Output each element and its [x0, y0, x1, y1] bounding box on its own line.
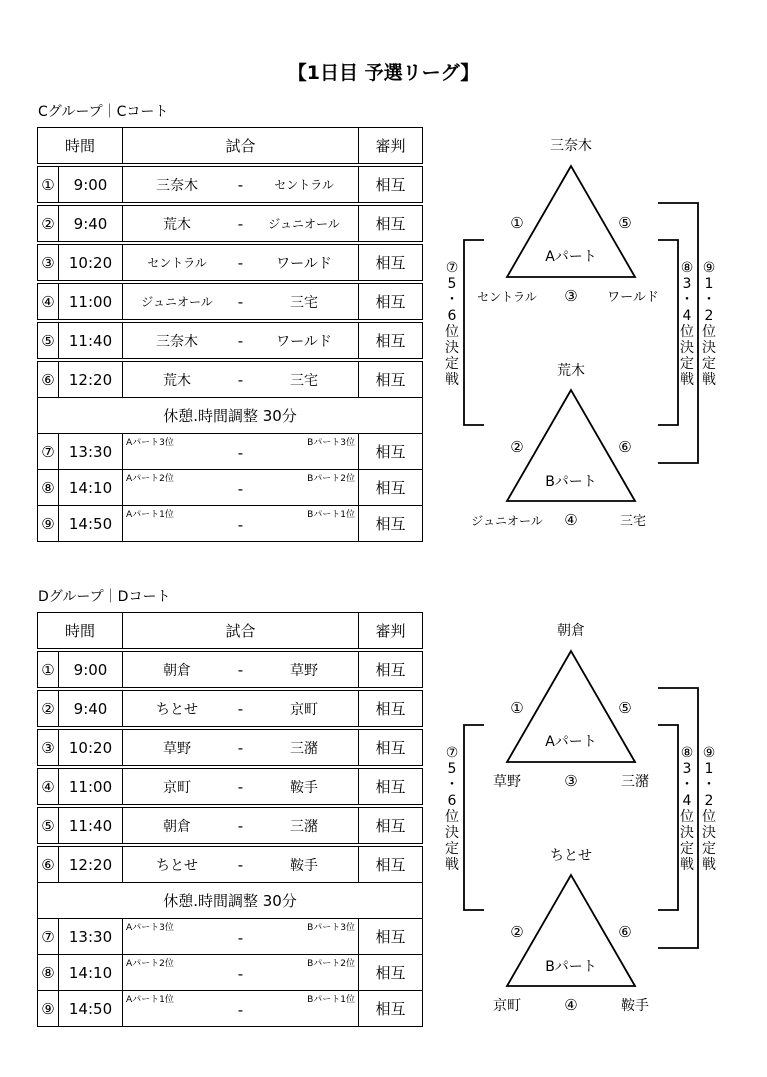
match-time: 9:00: [59, 652, 123, 688]
bracket-label-char: 2: [704, 308, 714, 324]
match-time: 9:00: [59, 167, 123, 203]
bracket-label-char: ⑦: [445, 260, 459, 276]
referee: 相互: [359, 284, 423, 320]
versus-dash: -: [237, 855, 244, 874]
table-row: [38, 769, 423, 805]
match-cell: [123, 847, 359, 883]
referee: 相互: [359, 362, 423, 398]
match-number-label: ③: [564, 287, 578, 305]
match-cell: [123, 284, 359, 320]
team-label: 三奈木: [550, 138, 592, 154]
table-row: [38, 284, 423, 320]
versus-dash: -: [237, 175, 244, 194]
match-time: 13:30: [59, 919, 123, 955]
group-d-schedule-table: [37, 612, 423, 1027]
team-label: 三潴: [621, 774, 649, 790]
versus-dash: -: [237, 214, 244, 233]
team-label: 朝倉: [557, 623, 585, 639]
match-number: ①: [38, 167, 59, 203]
referee: 相互: [359, 652, 423, 688]
match-cell: [123, 206, 359, 242]
match-time: 10:20: [59, 245, 123, 281]
break-text: 休憩.時間調整 30分: [38, 398, 423, 434]
referee: 相互: [359, 245, 423, 281]
bracket-label-char: 決: [445, 340, 459, 356]
home-team: 荒木: [163, 372, 192, 389]
match-cell: [123, 470, 359, 506]
away-team: ワールド: [276, 333, 332, 350]
referee: 相互: [359, 769, 423, 805]
team-label: 草野: [493, 774, 521, 790]
bracket-label-char: 位: [680, 809, 694, 825]
match-number: ⑥: [38, 847, 59, 883]
away-team: 三潴: [290, 818, 319, 835]
table-header-row: [38, 128, 423, 164]
header-match: 試合: [123, 613, 359, 649]
match-time: 11:40: [59, 808, 123, 844]
match-number-label: ⑥: [618, 438, 632, 456]
table-row: [38, 847, 423, 883]
home-placeholder: Aパート3位: [126, 438, 174, 448]
match-time: 14:50: [59, 991, 123, 1027]
home-team: 三奈木: [156, 177, 199, 194]
bracket-label-char: ・: [445, 292, 459, 308]
match-cell: [123, 245, 359, 281]
bracket-3-4-label: [680, 260, 694, 388]
away-team: ジュニオール: [268, 217, 340, 231]
home-team: ちとせ: [156, 701, 199, 718]
versus-dash: -: [237, 929, 244, 947]
bracket-label-char: 5: [447, 761, 457, 777]
match-number: ②: [38, 206, 59, 242]
versus-dash: -: [237, 292, 244, 311]
away-placeholder: Bパート1位: [307, 510, 356, 520]
home-team: 朝倉: [163, 662, 192, 679]
team-label: ワールド: [607, 290, 659, 305]
versus-dash: -: [237, 699, 244, 718]
match-number: ④: [38, 284, 59, 320]
bracket-label-char: ⑧: [680, 745, 694, 761]
home-team: ちとせ: [156, 857, 199, 874]
match-cell: [123, 691, 359, 727]
versus-dash: -: [237, 516, 244, 534]
referee: 相互: [359, 506, 423, 542]
match-time: 14:50: [59, 506, 123, 542]
referee: 相互: [359, 434, 423, 470]
bracket-label-char: 6: [447, 308, 457, 324]
bracket-label-char: 定: [680, 841, 694, 857]
match-time: 9:40: [59, 206, 123, 242]
bracket-5-6: [464, 240, 484, 425]
home-placeholder: Aパート2位: [126, 474, 174, 484]
referee: 相互: [359, 470, 423, 506]
bracket-label-char: ⑨: [702, 260, 716, 276]
match-number: ②: [38, 691, 59, 727]
bracket-3-4: [658, 240, 678, 425]
page-title: 【1日目 予選リーグ】: [287, 62, 480, 84]
bracket-label-char: ・: [680, 292, 694, 308]
referee: 相互: [359, 691, 423, 727]
bracket-label-char: 位: [680, 324, 694, 340]
home-team: 荒木: [163, 216, 192, 233]
bracket-label-char: 位: [702, 324, 716, 340]
match-time: 11:00: [59, 284, 123, 320]
bracket-label-char: 決: [445, 825, 459, 841]
match-cell: [123, 808, 359, 844]
home-placeholder: Aパート1位: [126, 995, 174, 1005]
away-placeholder: Bパート2位: [307, 474, 356, 484]
match-cell: [123, 362, 359, 398]
match-number: ⑦: [38, 919, 59, 955]
bracket-label-char: 戦: [680, 372, 694, 388]
header-ref: 審判: [359, 613, 423, 649]
table-row: [38, 167, 423, 203]
bracket-label-char: 定: [702, 356, 716, 372]
bracket-label-char: 戦: [702, 372, 716, 388]
team-label: ジュニオール: [471, 514, 543, 528]
part-b-group: [493, 848, 649, 1014]
away-team: セントラル: [274, 178, 334, 192]
match-number: ⑤: [38, 808, 59, 844]
referee: 相互: [359, 323, 423, 359]
bracket-label-char: 4: [682, 308, 692, 324]
bracket-label-char: 決: [680, 825, 694, 841]
away-placeholder: Bパート1位: [307, 995, 356, 1005]
match-cell: [123, 955, 359, 991]
match-number: ①: [38, 652, 59, 688]
bracket-label-char: 決: [702, 340, 716, 356]
match-time: 11:40: [59, 323, 123, 359]
team-label: 三宅: [619, 514, 647, 529]
team-label: ちとせ: [550, 848, 592, 864]
versus-dash: -: [237, 738, 244, 757]
bracket-label-char: 1: [704, 276, 714, 292]
match-time: 12:20: [59, 362, 123, 398]
header-time: 時間: [38, 128, 123, 164]
bracket-1-2-label: [702, 260, 716, 388]
group-c-schedule-table: [37, 127, 423, 542]
match-cell: [123, 652, 359, 688]
match-cell: [123, 919, 359, 955]
part-a-label: Aパート: [545, 734, 597, 750]
team-label: セントラル: [477, 290, 537, 304]
match-number: ⑦: [38, 434, 59, 470]
bracket-label-char: ⑨: [702, 745, 716, 761]
match-number: ⑥: [38, 362, 59, 398]
match-number-label: ④: [564, 511, 578, 529]
table-row: [38, 506, 423, 542]
versus-dash: -: [237, 660, 244, 679]
part-a-label: Aパート: [545, 249, 597, 265]
table-row: [38, 323, 423, 359]
match-time: 12:20: [59, 847, 123, 883]
home-team: セントラル: [147, 256, 207, 270]
referee: 相互: [359, 808, 423, 844]
header-ref: 審判: [359, 128, 423, 164]
bracket-label-char: 1: [704, 761, 714, 777]
referee: 相互: [359, 730, 423, 766]
match-time: 14:10: [59, 955, 123, 991]
part-a-group: [477, 137, 659, 305]
part-b-label: Bパート: [545, 959, 597, 975]
match-number-label: ⑥: [618, 923, 632, 941]
match-time: 9:40: [59, 691, 123, 727]
part-a-group: [493, 622, 649, 790]
bracket-label-char: ・: [702, 777, 716, 793]
match-number-label: ①: [510, 214, 524, 232]
bracket-label-char: 2: [704, 793, 714, 809]
bracket-label-char: ・: [445, 777, 459, 793]
bracket-label-char: 戦: [445, 372, 459, 388]
group-d-league-diagram: [430, 615, 730, 1035]
match-number-label: ④: [564, 996, 578, 1014]
table-row: [38, 245, 423, 281]
bracket-label-char: 6: [447, 793, 457, 809]
bracket-label-char: 定: [445, 356, 459, 372]
break-row: [38, 883, 423, 919]
bracket-label-char: ・: [680, 777, 694, 793]
table-row: [38, 691, 423, 727]
bracket-label-char: 決: [680, 340, 694, 356]
away-team: 草野: [290, 662, 319, 679]
referee: 相互: [359, 919, 423, 955]
bracket-1-2-label: [702, 745, 716, 873]
bracket-3-4: [658, 725, 678, 910]
versus-dash: -: [237, 816, 244, 835]
bracket-label-char: 5: [447, 276, 457, 292]
away-placeholder: Bパート3位: [307, 923, 356, 933]
referee: 相互: [359, 167, 423, 203]
away-team: 三宅: [290, 372, 319, 389]
match-number: ⑨: [38, 991, 59, 1027]
versus-dash: -: [237, 1001, 244, 1019]
match-number-label: ①: [510, 699, 524, 717]
bracket-label-char: 位: [445, 324, 459, 340]
match-number: ③: [38, 245, 59, 281]
match-cell: [123, 506, 359, 542]
versus-dash: -: [237, 331, 244, 350]
table-row: [38, 730, 423, 766]
match-time: 11:00: [59, 769, 123, 805]
match-number: ④: [38, 769, 59, 805]
home-placeholder: Aパート1位: [126, 510, 174, 520]
table-row: [38, 362, 423, 398]
match-number-label: ②: [510, 438, 524, 456]
away-placeholder: Bパート2位: [307, 959, 356, 969]
home-team: 京町: [163, 779, 192, 796]
bracket-label-char: 戦: [680, 857, 694, 873]
table-header-row: [38, 613, 423, 649]
home-team: 草野: [163, 740, 192, 757]
match-number-label: ⑤: [618, 214, 632, 232]
match-cell: [123, 323, 359, 359]
bracket-5-6-label: [445, 260, 459, 388]
match-number: ⑧: [38, 955, 59, 991]
match-cell: [123, 434, 359, 470]
header-match: 試合: [123, 128, 359, 164]
home-placeholder: Aパート3位: [126, 923, 174, 933]
table-row: [38, 652, 423, 688]
break-text: 休憩.時間調整 30分: [38, 883, 423, 919]
referee: 相互: [359, 955, 423, 991]
table-row: [38, 470, 423, 506]
match-time: 14:10: [59, 470, 123, 506]
match-cell: [123, 730, 359, 766]
bracket-label-char: 戦: [702, 857, 716, 873]
table-row: [38, 919, 423, 955]
group-d-label: Dグループ｜Dコート: [38, 589, 171, 605]
bracket-label-char: 4: [682, 793, 692, 809]
versus-dash: -: [237, 253, 244, 272]
home-placeholder: Aパート2位: [126, 959, 174, 969]
match-number: ⑧: [38, 470, 59, 506]
match-number-label: ③: [564, 772, 578, 790]
bracket-label-char: ⑧: [680, 260, 694, 276]
versus-dash: -: [237, 444, 244, 462]
bracket-5-6-label: [445, 745, 459, 873]
versus-dash: -: [237, 480, 244, 498]
team-label: 鞍手: [621, 998, 649, 1014]
match-number: ③: [38, 730, 59, 766]
bracket-label-char: ⑦: [445, 745, 459, 761]
versus-dash: -: [237, 965, 244, 983]
bracket-3-4-label: [680, 745, 694, 873]
bracket-label-char: 定: [702, 841, 716, 857]
referee: 相互: [359, 847, 423, 883]
away-team: 京町: [290, 701, 319, 718]
match-time: 13:30: [59, 434, 123, 470]
match-number: ⑤: [38, 323, 59, 359]
away-team: 三潴: [290, 740, 319, 757]
table-row: [38, 206, 423, 242]
match-cell: [123, 991, 359, 1027]
break-row: [38, 398, 423, 434]
table-row: [38, 955, 423, 991]
group-c-league-diagram: [430, 130, 730, 550]
match-cell: [123, 769, 359, 805]
bracket-label-char: 位: [702, 809, 716, 825]
away-team: 鞍手: [290, 779, 319, 796]
table-row: [38, 434, 423, 470]
match-number-label: ②: [510, 923, 524, 941]
team-label: 京町: [493, 998, 521, 1014]
away-team: 鞍手: [290, 857, 319, 874]
bracket-label-char: 3: [682, 761, 692, 777]
part-b-label: Bパート: [545, 474, 597, 490]
referee: 相互: [359, 206, 423, 242]
bracket-label-char: 定: [445, 841, 459, 857]
versus-dash: -: [237, 370, 244, 389]
away-team: 三宅: [290, 294, 319, 311]
team-label: 荒木: [557, 363, 585, 379]
match-number-label: ⑤: [618, 699, 632, 717]
home-team: ジュニオール: [141, 295, 213, 309]
match-number: ⑨: [38, 506, 59, 542]
bracket-label-char: 戦: [445, 857, 459, 873]
bracket-label-char: ・: [702, 292, 716, 308]
referee: 相互: [359, 991, 423, 1027]
home-team: 朝倉: [163, 818, 192, 835]
bracket-label-char: 決: [702, 825, 716, 841]
versus-dash: -: [237, 777, 244, 796]
match-cell: [123, 167, 359, 203]
bracket-label-char: 定: [680, 356, 694, 372]
match-time: 10:20: [59, 730, 123, 766]
header-time: 時間: [38, 613, 123, 649]
bracket-label-char: 位: [445, 809, 459, 825]
group-c-label: Cグループ｜Cコート: [38, 104, 169, 120]
away-team: ワールド: [276, 255, 332, 272]
home-team: 三奈木: [156, 333, 199, 350]
away-placeholder: Bパート3位: [307, 438, 356, 448]
table-row: [38, 808, 423, 844]
part-b-group: [471, 362, 646, 529]
table-row: [38, 991, 423, 1027]
bracket-5-6: [464, 725, 484, 910]
bracket-label-char: 3: [682, 276, 692, 292]
